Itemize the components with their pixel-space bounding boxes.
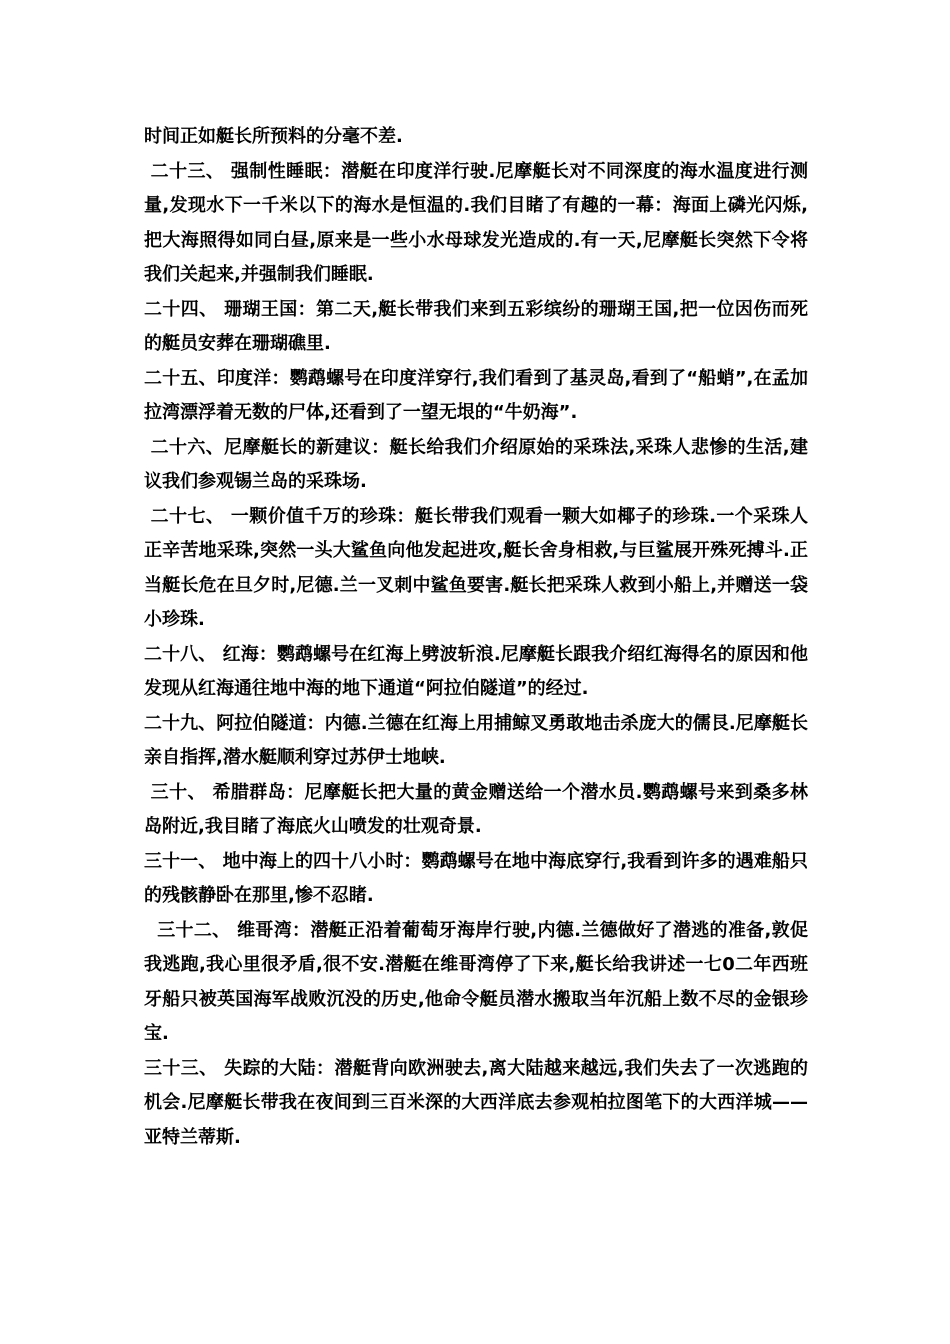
paragraph-1: 时间正如艇长所预料的分毫不差. [144, 126, 403, 147]
paragraph-9: 三十、 希腊群岛：尼摩艇长把大量的黄金赠送给一个潜水员.鹦鹉螺号来到桑多林岛附近,我目睹了海底火山喷发的壮观奇景. [144, 781, 808, 837]
paragraph-2: 二十三、 强制性睡眠：潜艇在印度洋行驶.尼摩艇长对不同深度的海水温度进行测量,发现水下一千米以下的海水是恒温的.我们目睹了有趣的一幕：海面上磷光闪烁,把大海照得如同白昼,原来是一些小水母球发光造成的.有一天,尼摩艇长突然下令将我们关起来,并强制我们睡眠. [144, 160, 808, 285]
document-body [144, 120, 808, 1155]
paragraph-7: 二十八、 红海：鹦鹉螺号在红海上劈波斩浪.尼摩艇长跟我介绍红海得名的原因和他发现从红海通往地中海的地下通道“阿拉伯隧道”的经过. [144, 643, 808, 699]
paragraph-8: 二十九、阿拉伯隧道：内德.兰德在红海上用捕鲸叉勇敢地击杀庞大的儒艮.尼摩艇长亲自指挥,潜水艇顺利穿过苏伊士地峡. [144, 712, 808, 768]
paragraph-4: 二十五、印度洋：鹦鹉螺号在印度洋穿行,我们看到了基灵岛,看到了“船蛸”,在孟加拉湾漂浮着无数的尸体,还看到了一望无垠的“牛奶海”. [144, 367, 808, 423]
paragraph-10: 三十一、 地中海上的四十八小时：鹦鹉螺号在地中海底穿行,我看到许多的遇难船只的残骸静卧在那里,惨不忍睹. [144, 850, 808, 906]
paragraph-5: 二十六、尼摩艇长的新建议：艇长给我们介绍原始的采珠法,采珠人悲惨的生活,建议我们参观锡兰岛的采珠场. [144, 436, 808, 492]
paragraph-3: 二十四、 珊瑚王国：第二天,艇长带我们来到五彩缤纷的珊瑚王国,把一位因伤而死的艇员安葬在珊瑚礁里. [144, 298, 808, 354]
paragraph-11: 三十二、 维哥湾：潜艇正沿着葡萄牙海岸行驶,内德.兰德做好了潜逃的准备,敦促我逃跑,我心里很矛盾,很不安.潜艇在维哥湾停了下来,艇长给我讲述一七0二年西班牙船只被英国海军战败沉没的历史,他命令艇员潜水搬取当年沉船上数不尽的金银珍宝. [144, 919, 808, 1044]
paragraph-6: 二十七、 一颗价值千万的珍珠：艇长带我们观看一颗大如椰子的珍珠.一个采珠人正辛苦地采珠,突然一头大鲨鱼向他发起进攻,艇长舍身相救,与巨鲨展开殊死搏斗.正当艇长危在旦夕时,尼德.兰一叉刺中鲨鱼要害.艇长把采珠人救到小船上,并赠送一袋小珍珠. [144, 505, 808, 630]
paragraph-12: 三十三、 失踪的大陆：潜艇背向欧洲驶去,离大陆越来越远,我们失去了一次逃跑的机会.尼摩艇长带我在夜间到三百米深的大西洋底去参观柏拉图笔下的大西洋城——亚特兰蒂斯. [144, 1057, 808, 1148]
